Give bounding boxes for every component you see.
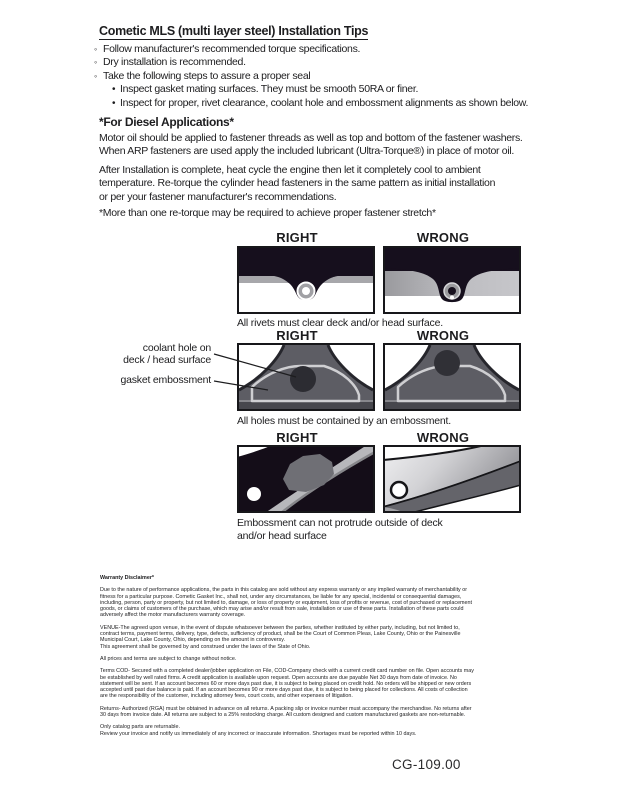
diagram-coolant-right-panel bbox=[237, 343, 375, 411]
warranty-returnable-paragraph bbox=[100, 724, 570, 737]
warranty-prices-line: All prices and terms are subject to change without notice. bbox=[100, 655, 237, 662]
diagram-coolant-wrong-panel bbox=[383, 343, 521, 411]
paragraph-line: or per your fastener manufacturer's recommendations. bbox=[99, 190, 337, 203]
dot-bullet-icon: • bbox=[112, 84, 116, 96]
row1-caption: All rivets must clear deck and/or head surface. bbox=[237, 317, 443, 329]
warranty-terms-paragraph bbox=[100, 668, 570, 699]
fine-print-line: Review your invoice and notify us immediately of any incorrect or inaccurate information. Shortages must be reported within 10 days. bbox=[100, 730, 417, 737]
circle-bullet-icon: ◦ bbox=[94, 57, 97, 68]
list-item-text: Follow manufacturer's recommended torque specifications. bbox=[103, 43, 361, 55]
diesel-paragraph-2 bbox=[99, 164, 495, 204]
fine-print-line: This agreement shall be governed by and construed under the laws of the State of Ohio. bbox=[100, 643, 311, 650]
row1-right-label: RIGHT bbox=[276, 230, 318, 245]
list-item bbox=[94, 56, 564, 69]
row2-caption: All holes must be contained by an embossment. bbox=[237, 415, 451, 427]
list-item-text: Inspect for proper, rivet clearance, coolant hole and embossment alignments as shown below. bbox=[120, 96, 529, 109]
gasket-embossment-callout: gasket embossment bbox=[120, 374, 211, 386]
fine-print-line: are the responsibility of the customer, including attorney fees, court costs, and other expenses of litigation. bbox=[100, 693, 353, 700]
page-title: Cometic MLS (multi layer steel) Installation Tips bbox=[99, 24, 369, 38]
retorque-note: *More than one re-torque may be required to achieve proper fastener stretch* bbox=[99, 207, 436, 219]
circle-bullet-icon: ◦ bbox=[94, 44, 97, 54]
fine-print-line: 30 days from invoice date. All returns are subject to a 25% restocking charge. All custom designed and custom manufactured gaskets are non-returnable. bbox=[100, 712, 466, 719]
fine-print-line: be established by well rated firms. A credit application is available upon request. Open accounts are due payable Net 30 days from date of invoice. No bbox=[100, 674, 457, 681]
page-title-wrap bbox=[99, 22, 368, 40]
list-item-text: Take the following steps to assure a proper seal bbox=[103, 69, 311, 82]
list-item-text: Inspect gasket mating surfaces. They must be smooth 50RA or finer. bbox=[120, 83, 419, 96]
paragraph-line: temperature. Re-torque the cylinder head fasteners in the same pattern as initial installation bbox=[99, 177, 496, 190]
warranty-disclaimer bbox=[100, 575, 570, 743]
caption-line: Embossment can not protrude outside of deck bbox=[237, 517, 443, 529]
row3-caption bbox=[237, 517, 443, 543]
warranty-heading: Warranty Disclaimer* bbox=[100, 575, 155, 581]
diagram-embossment-right-panel bbox=[237, 445, 375, 513]
fine-print-line: VENUE-The agreed upon venue, in the event of dispute whatsoever between the parties, whether instituted by either party, including, but not limited to, bbox=[100, 624, 460, 631]
circle-bullet-icon: ◦ bbox=[94, 70, 97, 81]
fine-print-line: Terms COD- Secured with a completed dealer/jobber application on File, COD-Company check with a current credit card number on file. Open accounts may bbox=[100, 668, 474, 675]
list-sub-item bbox=[112, 97, 564, 110]
fine-print-line: Only catalog parts are returnable. bbox=[100, 724, 181, 731]
caption-line: and/or head surface bbox=[237, 530, 327, 542]
warranty-liability-paragraph bbox=[100, 587, 570, 618]
paragraph-line: After Installation is complete, heat cycle the engine then let it completely cool to ambient bbox=[99, 164, 481, 176]
list-item bbox=[94, 43, 564, 56]
row3-right-label: RIGHT bbox=[276, 430, 318, 445]
list-item-text: Dry installation is recommended. bbox=[103, 56, 246, 69]
fine-print-line: adversely affect the motor manufacturers warranty coverage. bbox=[100, 612, 246, 619]
fine-print-line: Municipal Court, Lake County, Ohio, depending on the amount in controversy. bbox=[100, 637, 285, 644]
fine-print-line: accepted until past due balance is paid. If an account becomes 90 or more days past due, it is subject to being placed for collections. All costs of collection bbox=[100, 687, 468, 694]
callout-line: coolant hole on bbox=[142, 342, 211, 354]
catalog-code: CG-109.00 bbox=[392, 757, 461, 772]
warranty-venue-paragraph bbox=[100, 625, 570, 650]
row3-wrong-label: WRONG bbox=[416, 430, 470, 445]
callout-line: deck / head surface bbox=[123, 354, 211, 366]
row2-wrong-label: WRONG bbox=[416, 328, 470, 343]
diesel-section-heading: *For Diesel Applications* bbox=[99, 115, 234, 129]
paragraph-line: Motor oil should be applied to fastener threads as well as top and bottom of the fastener washers. bbox=[99, 132, 523, 144]
fine-print-line: including, person, party or property, but not limited to, damage, or loss of property or equipment, loss of profits or revenue, cost of purchased or replacement bbox=[100, 599, 473, 606]
warranty-returns-paragraph bbox=[100, 706, 570, 719]
coolant-hole-callout bbox=[96, 342, 211, 366]
list-item bbox=[94, 70, 564, 83]
fine-print-line: fitness for a particular purpose. Cometic Gasket Inc., shall not, under any circumstances, be liable for any special, incidental or consequential damages, bbox=[100, 593, 462, 600]
diesel-paragraph-1 bbox=[99, 132, 523, 159]
fine-print-line: statement will be sent. If an account becomes 60 or more days past due, it is subject to being placed on credit hold. No orders will be shipped or new orders bbox=[100, 680, 472, 687]
diagram-rivet-right-panel bbox=[237, 246, 375, 314]
row1-wrong-label: WRONG bbox=[416, 230, 470, 245]
diagram-embossment-wrong-panel bbox=[383, 445, 521, 513]
dot-bullet-icon: • bbox=[112, 97, 116, 109]
fine-print-line: Returns- Authorized (RGA) must be obtained in advance on all returns. A packing slip or invoice number must accompany the merchandise. No returns after bbox=[100, 705, 472, 712]
list-sub-item bbox=[112, 83, 564, 96]
fine-print-line: goods, or claims of customers of the purchase, which may arise and/or result from sale, installation or use of these parts. Installation of these parts could bbox=[100, 606, 464, 613]
installation-tips-list bbox=[94, 43, 564, 110]
diagram-rivet-wrong-panel bbox=[383, 246, 521, 314]
fine-print-line: Due to the nature of performance applications, the parts in this catalog are sold without any express warranty or any implied warranty of merchantability or bbox=[100, 587, 468, 594]
row2-right-label: RIGHT bbox=[276, 328, 318, 343]
fine-print-line: contract terms, payment terms, delivery, type, defects, sufficiency of product, shall be the Court of Common Pleas, Lake County, Ohio or the Painesville bbox=[100, 631, 461, 638]
paragraph-line: When ARP fasteners are used apply the included lubricant (Ultra-Torque®) in place of motor oil. bbox=[99, 145, 515, 158]
